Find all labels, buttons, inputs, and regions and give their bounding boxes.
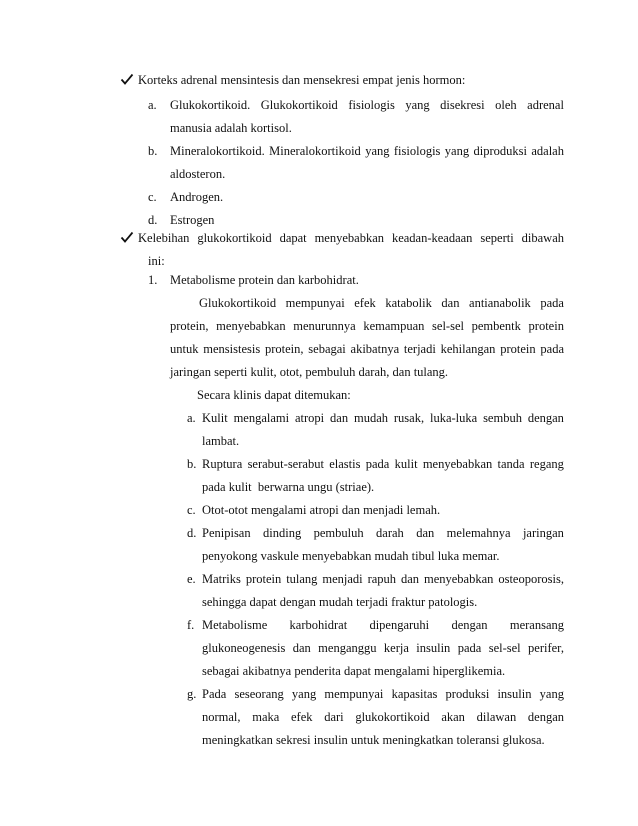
word: Kulit [202,411,228,425]
justified-line [202,525,564,541]
list-marker: f. [187,618,195,632]
word: dan [441,296,460,310]
word: dan [330,411,349,425]
word: dengan [451,618,488,632]
section-heading: Metabolisme protein dan karbohidrat. [170,273,359,287]
justified-line [170,318,564,334]
word: darah [376,526,404,540]
checkmark-icon [120,72,134,86]
word: seseorang [234,687,284,701]
justified-line [138,230,564,246]
list-marker: b. [148,144,158,158]
word: adalah [531,144,564,158]
word: sel-sel [488,641,521,655]
word: keadan-keadaan [391,231,473,245]
word: pembuluh [313,526,364,540]
list-marker: a. [148,98,157,112]
word: tanda [497,457,525,471]
word: produksi [445,687,490,701]
list-item-text: aldosteron. [170,167,226,181]
word: efek [354,296,376,310]
justified-line [202,571,564,587]
list-item-text: meningkatkan sekresi insulin untuk meningkatkan toleransi glukosa. [202,733,545,747]
word: Mineralokortikoid. [170,144,265,158]
word: pembentk [471,319,521,333]
list-item-text: penyokong vaskule menyebabkan mudah tibul luka memar. [202,549,500,563]
word: glukokortikoid [355,710,430,724]
word: yang [405,98,430,112]
word: protein, [170,319,209,333]
list-marker: c. [187,503,196,517]
word: menjadi [322,572,363,586]
word: dilawan [476,710,517,724]
word: menurunnya [293,319,356,333]
word: kemampuan [363,319,425,333]
word: akan [441,710,465,724]
word: untuk [170,342,199,356]
word: atropi [295,411,325,425]
word: rusak, [393,411,425,425]
word: dan [400,572,420,586]
bullet-text: ini: [148,254,165,268]
word: fisiologis [348,98,395,112]
word: menganggu [318,641,377,655]
list-marker: b. [187,457,197,471]
list-marker: d. [148,213,158,227]
word: tulang [286,572,318,586]
word: protein, [264,342,304,356]
word: glukokortikoid [197,231,272,245]
word: yang [365,144,390,158]
word: glukoneogenesis [202,641,286,655]
word: dinding [263,526,302,540]
word: Pada [202,687,227,701]
word: menyebabkan [216,319,286,333]
word: elastis [329,457,361,471]
justified-line [170,97,564,113]
word: sel-sel [432,319,464,333]
word: meransang [509,618,564,632]
list-item-text: Androgen. [170,190,224,204]
word: yang [539,687,564,701]
paragraph-line: jaringan seperti kulit, otot, pembuluh darah, dan tulang. [170,365,449,379]
word: regang [529,457,564,471]
word: menyebabkan [422,457,493,471]
word: mengalami [233,411,290,425]
word: protein [528,319,564,333]
word: melemahnya [446,526,511,540]
word: dengan [527,710,564,724]
word: Metabolisme [202,618,268,632]
word: maka [252,710,280,724]
word: normal, [202,710,241,724]
word: dapat [279,231,307,245]
list-marker: g. [187,687,197,701]
word: efek [291,710,313,724]
word: Glukokortikoid [199,296,277,310]
word: oleh [495,98,517,112]
word: Mineralokortikoid [269,144,361,158]
word: pada [540,342,564,356]
word: Ruptura [202,457,243,471]
justified-line [202,640,564,656]
word: insulin [416,641,451,655]
word: katabolik [385,296,432,310]
word: dari [324,710,344,724]
justified-line [202,410,564,426]
list-item-text: Estrogen [170,213,215,227]
word: adrenal [527,98,564,112]
word: karbohidrat [289,618,348,632]
list-item-text: Otot-otot mengalami atropi dan menjadi lemah. [202,503,441,517]
word: pada [540,296,564,310]
word: menyebabkan [314,231,384,245]
list-item-text: sehingga dapat dengan mudah terjadi fraktur patologis. [202,595,478,609]
word: dan [292,641,311,655]
word: kapasitas [391,687,438,701]
word: yang [291,687,317,701]
list-marker: c. [148,190,157,204]
word: luka-luka [429,411,478,425]
bullet-text: Korteks adrenal mensintesis dan mensekresi empat jenis hormon: [138,73,466,87]
word: menyebabkan [423,572,494,586]
list-item-text: pada kulit berwarna ungu (striae). [202,480,375,494]
word: disekresi [440,98,485,112]
word: kehilangan [440,342,496,356]
list-item-text: manusia adalah kortisol. [170,121,292,135]
word: insulin [497,687,532,701]
paragraph-line: Secara klinis dapat ditemukan: [197,388,351,402]
word: perifer, [528,641,564,655]
word: Penipisan [202,526,251,540]
word: akibatnya [350,342,400,356]
list-marker: a. [187,411,196,425]
word: osteoporosis, [498,572,564,586]
word: protein [500,342,536,356]
word: dan [416,526,435,540]
word: pada [365,457,390,471]
list-item-text: lambat. [202,434,240,448]
word: kerja [383,641,409,655]
word: kulit [394,457,418,471]
word: dibawah [521,231,564,245]
word: fisiologis [393,144,441,158]
word: sembuh [483,411,522,425]
word: Glukokortikoid. [170,98,251,112]
word: mempunyai [324,687,384,701]
justified-line [202,456,564,472]
justified-line [170,143,564,159]
word: antianabolik [469,296,531,310]
section-number: 1. [148,273,158,287]
list-marker: e. [187,572,196,586]
word: terjadi [403,342,436,356]
word: seperti [480,231,514,245]
word: diproduksi [473,144,527,158]
justified-line [202,686,564,702]
word: protein [245,572,282,586]
word: Glukokortikoid [260,98,338,112]
word: mensistesis [203,342,261,356]
word: sebagai [308,342,346,356]
word: dipengaruhi [369,618,430,632]
list-item-text: sebagai akibatnya penderita dapat mengalami hiperglikemia. [202,664,506,678]
justified-line [170,341,564,357]
word: jaringan [522,526,564,540]
word: serabut-serabut [247,457,324,471]
justified-line [199,295,564,311]
justified-line [202,709,564,725]
word: pada [457,641,482,655]
word: mudah [353,411,389,425]
word: Matriks [202,572,241,586]
checkmark-icon [120,230,134,244]
justified-line [202,617,564,633]
word: mempunyai [285,296,345,310]
word: Kelebihan [138,231,190,245]
word: rapuh [367,572,397,586]
word: dengan [527,411,564,425]
list-marker: d. [187,526,197,540]
word: yang [444,144,470,158]
